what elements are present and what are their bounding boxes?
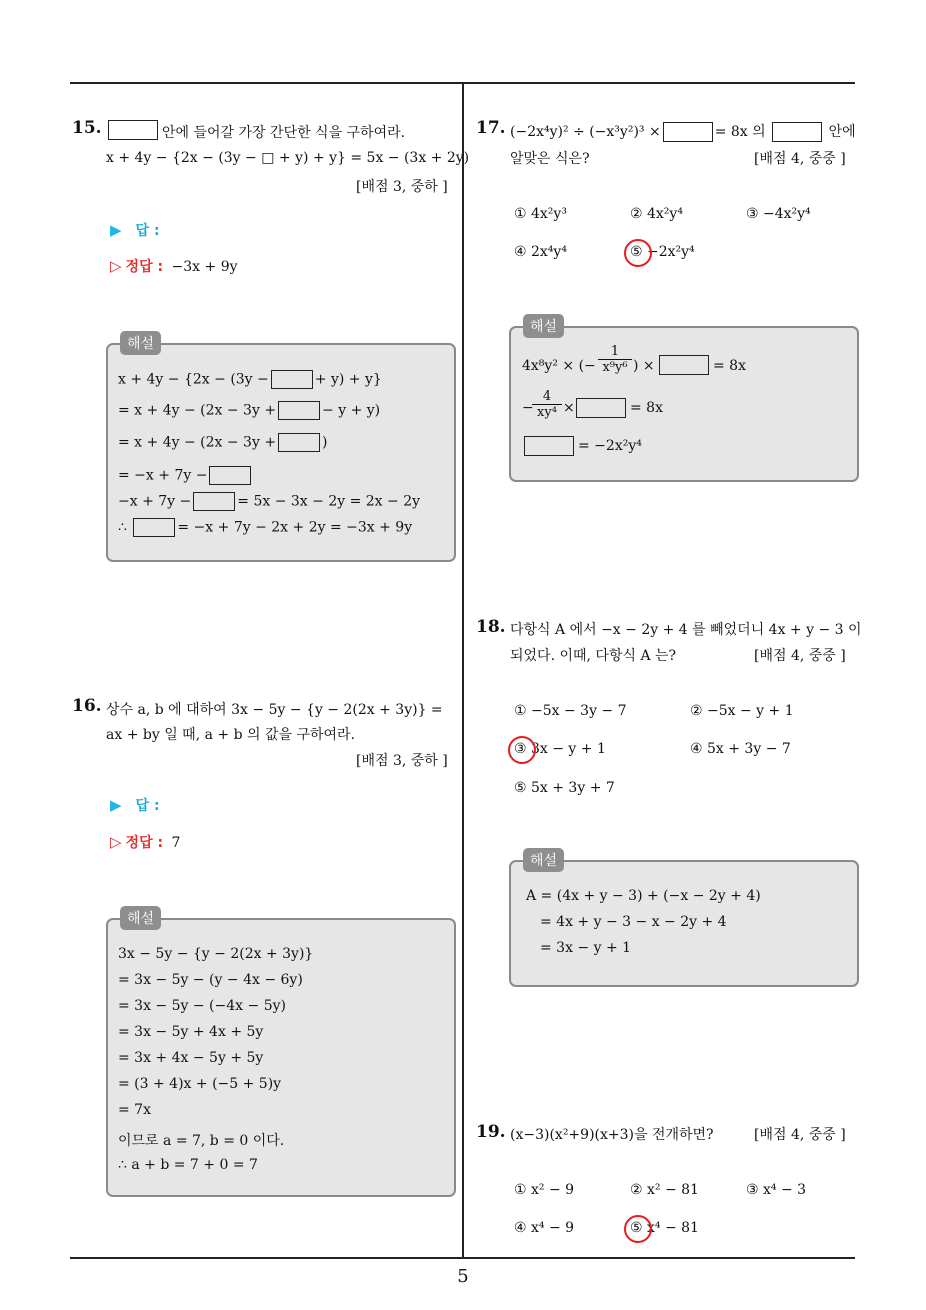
option-3[interactable]: ③ 3x − y + 1 (514, 741, 606, 757)
outline-triangle-icon: ▷ (110, 833, 122, 851)
option-5[interactable]: ⑤ −2x²y⁴ (630, 244, 695, 260)
points-label: [배점 4, 중중 ] (754, 1127, 846, 1143)
solution-line: = 3x − 5y + 4x + 5y (118, 1024, 264, 1040)
option-1[interactable]: ① −5x − 3y − 7 (514, 703, 627, 719)
solution-tag: 해설 (523, 848, 564, 872)
option-2[interactable]: ② 4x²y⁴ (630, 206, 683, 222)
question-text: 되었다. 이때, 다항식 A 는? (510, 648, 677, 664)
question-number: 15. (72, 118, 102, 138)
solution-tag: 해설 (523, 314, 564, 338)
option-1[interactable]: ① x² − 9 (514, 1182, 575, 1198)
solution-line: = (3 + 4)x + (−5 + 5)y (118, 1076, 282, 1092)
column-divider (462, 83, 464, 1258)
page-number: 5 (457, 1266, 469, 1287)
question-text: 알맞은 식은? (510, 151, 590, 167)
solution-text: = −x + 7y − 2x + 2y = −3x + 9y (177, 519, 413, 536)
solution-line (118, 401, 380, 420)
outline-triangle-icon: ▷ (110, 257, 122, 275)
points-label: [배점 4, 중중 ] (754, 648, 846, 664)
answer-row (110, 795, 160, 815)
option-3[interactable]: ③ x⁴ − 3 (746, 1182, 807, 1198)
answer-blank (576, 398, 626, 418)
points-label: [배점 3, 중하 ] (356, 753, 448, 769)
question-equation: x + 4y − {2x − (3y − □ + y) + y} = 5x − (3x + 2y) (106, 150, 470, 166)
denominator: x⁹y⁶ (602, 360, 628, 375)
question-number: 19. (476, 1122, 506, 1142)
solution-line (118, 492, 420, 511)
solution-line (118, 433, 328, 452)
option-4[interactable]: ④ x⁴ − 9 (514, 1220, 575, 1236)
solution-line: = 3x − 5y − (y − 4x − 6y) (118, 972, 303, 988)
question-text: 안에 (828, 124, 856, 140)
numerator: 4 (532, 389, 562, 405)
solution-line: = 4x + y − 3 − x − 2y + 4 (540, 914, 727, 930)
solution-text: = −x + 7y − (118, 467, 208, 484)
solution-text: ) (322, 434, 328, 451)
question-number: 17. (476, 118, 506, 138)
solution-line (118, 466, 253, 485)
option-3[interactable]: ③ −4x²y⁴ (746, 206, 811, 222)
answer-label: 답 : (135, 223, 160, 239)
solution-text: = −2x²y⁴ (578, 438, 642, 454)
solution-text: ) × (633, 358, 655, 374)
solution-line: A = (4x + y − 3) + (−x − 2y + 4) (526, 888, 761, 904)
answer-blank (659, 355, 709, 375)
answer-blank (133, 518, 175, 537)
solution-text: = x + 4y − (2x − 3y + (118, 434, 277, 451)
answer-label: 답 : (135, 798, 160, 814)
question-equation: = 8x 의 (714, 124, 766, 140)
points-label: [배점 4, 중중 ] (754, 151, 846, 167)
correct-mark-circle (624, 239, 652, 267)
answer-row (110, 220, 160, 240)
answer-blank (772, 122, 822, 142)
answer-blank (278, 433, 320, 452)
question-text (510, 121, 856, 142)
solution-line: 이므로 a = 7, b = 0 이다. (118, 1133, 285, 1149)
solution-line: ∴ a + b = 7 + 0 = 7 (118, 1157, 258, 1173)
solution-text: = 8x (630, 400, 663, 416)
solution-line: 3x − 5y − {y − 2(2x + 3y)} (118, 946, 314, 962)
therefore-symbol: ∴ (118, 519, 127, 536)
option-2[interactable]: ② x² − 81 (630, 1182, 699, 1198)
denominator: xy⁴ (537, 405, 557, 420)
answer-blank (193, 492, 235, 511)
solution-text: = x + 4y − (2x − 3y + (118, 402, 277, 419)
solution-text: − y + y) (322, 402, 381, 419)
question-number: 18. (476, 617, 506, 637)
question-number: 16. (72, 696, 102, 716)
question-equation: (−2x⁴y)² ÷ (−x³y²)³ × (510, 124, 661, 140)
points-label: [배점 3, 중하 ] (356, 179, 448, 195)
answer-blank (524, 436, 574, 456)
solution-text: = 8x (713, 358, 746, 374)
fraction (598, 344, 632, 375)
solution-text: x + 4y − {2x − (3y − (118, 371, 269, 388)
play-triangle-icon: ▶ (110, 796, 122, 814)
solution-text: −x + 7y − (118, 493, 192, 510)
answer-blank (108, 120, 158, 140)
solution-text: = 5x − 3x − 2y = 2x − 2y (237, 493, 421, 510)
option-5[interactable]: ⑤ 5x + 3y + 7 (514, 780, 615, 796)
question-text: 다항식 A 에서 −x − 2y + 4 를 빼었더니 4x + y − 3 이 (510, 622, 862, 638)
solution-line (118, 370, 382, 389)
answer-blank (209, 466, 251, 485)
correct-answer-row (110, 256, 238, 276)
correct-label: 정답 : (125, 259, 164, 275)
solution-text: − (522, 400, 534, 416)
solution-tag: 해설 (120, 331, 161, 355)
correct-answer-row (110, 832, 180, 852)
bottom-rule (70, 1257, 855, 1259)
option-2[interactable]: ② −5x − y + 1 (690, 703, 794, 719)
solution-tag: 해설 (120, 906, 161, 930)
option-4[interactable]: ④ 5x + 3y − 7 (690, 741, 791, 757)
option-1[interactable]: ① 4x²y³ (514, 206, 567, 222)
correct-value: −3x + 9y (171, 259, 238, 275)
solution-line: = 7x (118, 1102, 151, 1118)
solution-text: 4x⁸y² × (− (522, 358, 596, 374)
correct-label: 정답 : (125, 835, 164, 851)
solution-line (118, 518, 412, 537)
answer-blank (663, 122, 713, 142)
question-text: ax + by 일 때, a + b 의 값을 구하여라. (106, 727, 356, 743)
option-4[interactable]: ④ 2x⁴y⁴ (514, 244, 567, 260)
option-5[interactable]: ⑤ x⁴ − 81 (630, 1220, 699, 1236)
solution-line: = 3x + 4x − 5y + 5y (118, 1050, 264, 1066)
solution-line: = 3x − y + 1 (540, 940, 632, 956)
solution-text: + y) + y} (314, 371, 382, 388)
answer-blank (271, 370, 313, 389)
correct-mark-circle (624, 1215, 652, 1243)
solution-text: × (563, 400, 575, 416)
answer-blank (278, 401, 320, 420)
solution-line: = 3x − 5y − (−4x − 5y) (118, 998, 286, 1014)
correct-value: 7 (171, 835, 181, 851)
question-text: 안에 들어갈 가장 간단한 식을 구하여라. (162, 125, 406, 141)
question-text: 상수 a, b 에 대하여 3x − 5y − {y − 2(2x + 3y)} = (106, 702, 443, 718)
fraction (532, 389, 562, 420)
correct-mark-circle (508, 736, 536, 764)
play-triangle-icon: ▶ (110, 221, 122, 239)
question-equation: (x−3)(x²+9)(x+3)을 전개하면? (510, 1127, 714, 1143)
numerator: 1 (598, 344, 632, 360)
